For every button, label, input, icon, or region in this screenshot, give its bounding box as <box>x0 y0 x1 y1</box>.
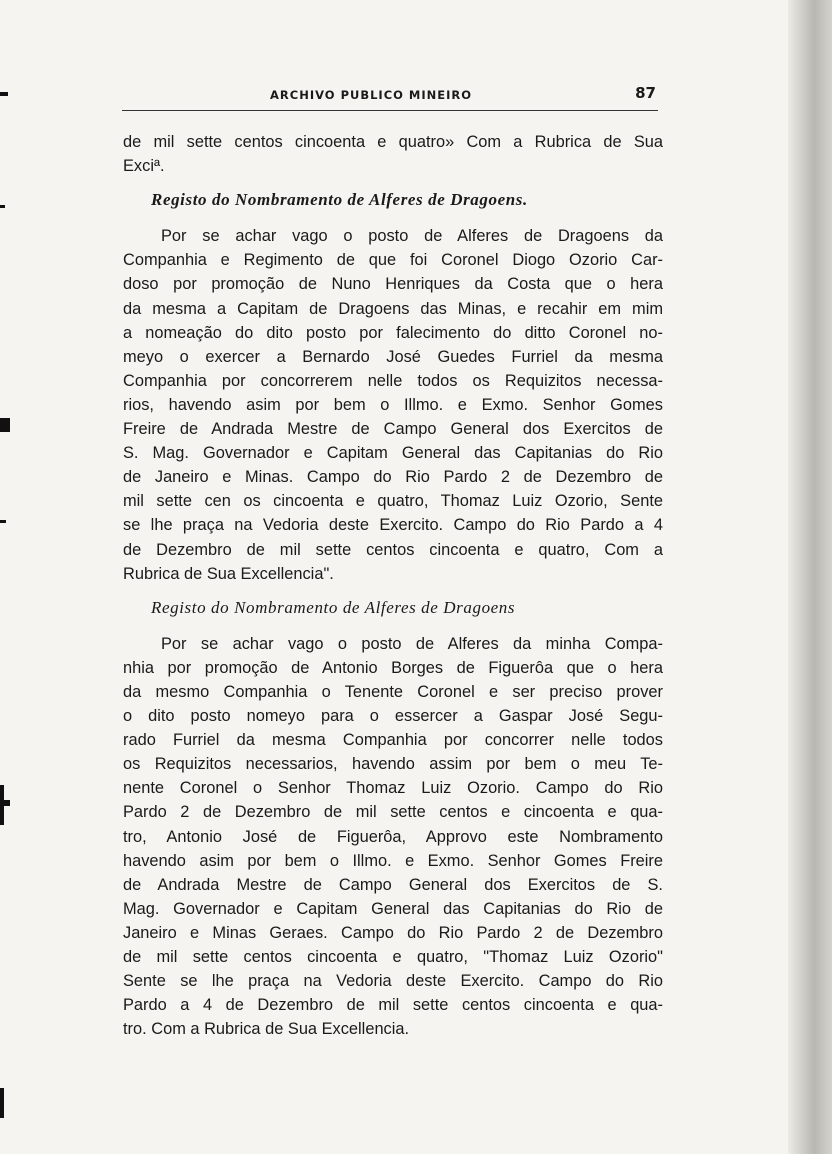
text-line: se lhe praça na Vedoria deste Exercito. Campo do Rio Pardo a 4 <box>123 516 663 535</box>
text-line: meyo o exercer a Bernardo José Guedes Furriel da mesma <box>123 347 663 366</box>
text-line: nhia por promoção de Antonio Borges de Figuerôa que o hera <box>123 658 663 677</box>
left-margin-mark <box>0 1088 4 1118</box>
text-line: Janeiro e Minas Geraes. Campo do Rio Pardo 2 de Dezembro <box>123 923 663 942</box>
left-margin-mark <box>0 520 6 523</box>
text-line: de Janeiro e Minas. Campo do Rio Pardo 2 de Dezembro de <box>123 468 663 487</box>
text-line: nente Coronel o Senhor Thomaz Luiz Ozorio. Campo do Rio <box>123 779 663 798</box>
left-margin-mark <box>0 418 10 432</box>
body-text <box>123 130 663 1041</box>
text-line: tro. Com a Rubrica de Sua Excellencia. <box>123 1020 410 1039</box>
section-paragraph <box>123 224 663 585</box>
text-line: Mag. Governador e Capitam General das Capitanias do Rio de <box>123 899 663 918</box>
section-heading: Registo do Nombramento de Alferes de Dragoens. <box>151 190 528 210</box>
header-rule <box>122 110 658 111</box>
left-margin-mark <box>0 205 5 208</box>
text-line: Rubrica de Sua Excellencia". <box>123 564 334 583</box>
page-number: 87 <box>635 84 656 102</box>
text-line: Companhia e Regimento de que foi Coronel Diogo Ozorio Car- <box>123 251 663 270</box>
text-line: Sente se lhe praça na Vedoria deste Exercito. Campo do Rio <box>123 972 663 991</box>
text-line: a nomeação do dito posto por falecimento do ditto Coronel no- <box>123 323 663 342</box>
left-margin-mark <box>0 800 10 806</box>
opening-paragraph <box>123 130 663 178</box>
running-title: ARCHIVO PUBLICO MINEIRO <box>270 88 473 102</box>
text-line: Por se achar vago o posto de Alferes de Dragoens da <box>161 227 663 246</box>
section-heading: Registo do Nombramento de Alferes de Dragoens <box>151 597 516 617</box>
text-line: S. Mag. Governador e Capitam General das Capitanias do Rio <box>123 444 663 463</box>
text-line: Companhia por concorrerem nelle todos os Requizitos necessa- <box>123 371 663 390</box>
text-line: Por se achar vago o posto de Alferes da minha Compa- <box>161 634 663 653</box>
section-paragraph <box>123 632 663 1042</box>
text-line: rado Furriel da mesma Companhia por concorrer nelle todos <box>123 731 663 750</box>
text-line: de mil sette centos cincoenta e quatro» Com a Rubrica de Sua <box>123 133 663 151</box>
text-line: de Andrada Mestre de Campo General dos Exercitos de S. <box>123 875 663 894</box>
text-line: havendo asim por bem o Illmo. e Exmo. Senhor Gomes Freire <box>123 851 663 870</box>
page-gutter-shadow <box>788 0 832 1154</box>
text-line: de Dezembro de mil sette centos cincoenta e quatro, Com a <box>123 540 663 559</box>
text-line: doso por promoção de Nuno Henriques da Costa que o hera <box>123 275 663 294</box>
text-line: da mesmo Companhia o Tenente Coronel e ser preciso prover <box>123 682 663 701</box>
text-line: mil sette cen os cincoenta e quatro, Thomaz Luiz Ozorio, Sente <box>123 492 663 511</box>
text-line: tro, Antonio José de Figuerôa, Approvo este Nombramento <box>123 827 663 846</box>
text-line: Exciª. <box>123 157 165 176</box>
text-line: Pardo a 4 de Dezembro de mil sette centos cincoenta e qua- <box>123 996 663 1015</box>
text-line: rios, havendo asim por bem o Illmo. e Exmo. Senhor Gomes <box>123 395 663 414</box>
page-header <box>120 84 660 108</box>
left-margin-mark <box>0 92 8 96</box>
text-line: Pardo 2 de Dezembro de mil sette centos e cincoenta e qua- <box>123 803 663 822</box>
text-line: os Requizitos necessarios, havendo assim por bem o meu Te- <box>123 755 663 774</box>
text-line: Freire de Andrada Mestre de Campo General dos Exercitos de <box>123 420 663 439</box>
text-line: de mil sette centos cincoenta e quatro, "Thomaz Luiz Ozorio" <box>123 948 663 966</box>
text-line: da mesma a Capitam de Dragoens das Minas, e recahir em mim <box>123 299 663 318</box>
text-line: o dito posto nomeyo para o essercer a Gaspar José Segu- <box>123 707 663 726</box>
